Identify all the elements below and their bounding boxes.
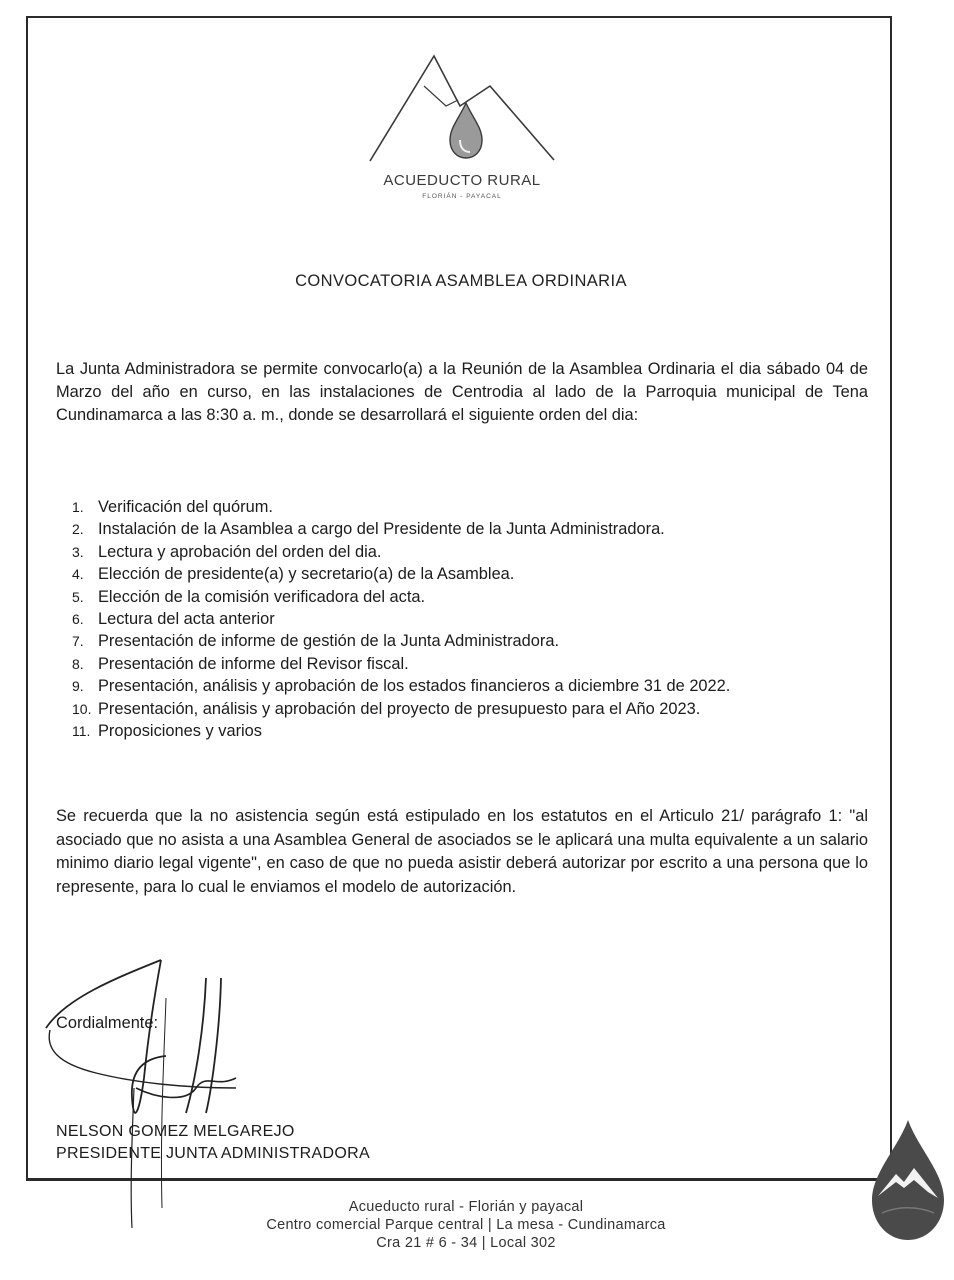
agenda-item [56,563,868,585]
agenda-item-number: 9. [72,678,84,695]
agenda-item-number: 4. [72,566,84,583]
footer-line-1: Acueducto rural - Florián y payacal [348,1199,584,1215]
agenda-item-text: Proposiciones y varios [98,722,262,741]
agenda-item-number: 5. [72,588,84,605]
agenda-item [56,698,868,720]
footer-line-2: Centro comercial Parque central | La mesa - Cundinamarca [266,1217,666,1233]
agenda-item [56,653,868,675]
reminder-paragraph: Se recuerda que la no asistencia según está estipulado en los estatutos en el Articulo 21/ parágrafo 1: "al asociado que no asista a una Asamblea General de asociados se le aplicará una multa equivalente a un salario minimo diario legal vigente", en caso de que no pueda asistir deberá autorizar por escrito a una persona que lo represente, para lo cual le enviamos el modelo de autorización. [56,807,868,896]
header-logo [362,48,562,218]
document-title: CONVOCATORIA ASAMBLEA ORDINARIA [295,272,627,290]
agenda-item [56,630,868,652]
agenda-item-number: 1. [72,499,84,515]
intro-paragraph: La Junta Administradora se permite convocarlo(a) a la Reunión de la Asamblea Ordinaria el dia sábado 04 de Marzo del año en curso, en las instalaciones de Centrodia al lado de la Parroquia municipal de Tena Cundinamarca a las 8:30 a. m., donde se desarrollará el siguiente orden del dia: [56,360,868,424]
agenda-item [56,586,868,608]
agenda-item [56,496,868,518]
logo-subtitle: FLORIÁN - PAYACAL [422,193,502,200]
agenda-item-text: Presentación de informe del Revisor fiscal. [98,654,409,673]
mountain-water-drop-logo-icon [362,48,562,168]
agenda-item-text: Presentación, análisis y aprobación del proyecto de presupuesto para el Año 2023. [98,699,701,718]
agenda-item-text: Presentación, análisis y aprobación de los estados financieros a diciembre 31 de 2022. [98,677,731,696]
agenda-item [56,541,868,563]
agenda-item-text: Instalación de la Asamblea a cargo del Presidente de la Junta Administradora. [98,520,665,539]
agenda-item-text: Verificación del quórum. [98,498,273,516]
footer-address [0,1198,932,1252]
agenda-item-number: 10. [72,700,92,717]
closing-salutation: Cordialmente: [56,1014,159,1032]
signer-name: NELSON GOMEZ MELGAREJO [56,1123,295,1140]
agenda-item-text: Presentación de informe de gestión de la Junta Administradora. [98,632,560,651]
logo-title: ACUEDUCTO RURAL [383,172,541,189]
agenda-item [56,518,868,540]
agenda-item-number: 6. [72,611,84,628]
agenda-item-text: Elección de presidente(a) y secretario(a) de la Asamblea. [98,565,515,584]
footer-line-3: Cra 21 # 6 - 34 | Local 302 [376,1235,556,1251]
agenda-item [56,608,868,630]
agenda-item [56,720,868,742]
agenda-item-number: 3. [72,543,84,560]
agenda-list [56,496,868,742]
agenda-item-number: 11. [72,723,91,740]
agenda-item-number: 7. [72,633,84,650]
agenda-item-number: 2. [72,521,84,538]
agenda-item [56,675,868,697]
agenda-item-text: Elección de la comisión verificadora del acta. [98,587,426,606]
signer-role: PRESIDENTE JUNTA ADMINISTRADORA [56,1145,370,1162]
handwritten-signature [36,938,296,1238]
water-drop-mountain-icon [868,1118,948,1243]
agenda-item-number: 8. [72,655,84,672]
agenda-item-text: Lectura del acta anterior [98,610,275,629]
agenda-item-text: Lectura y aprobación del orden del dia. [98,542,382,561]
